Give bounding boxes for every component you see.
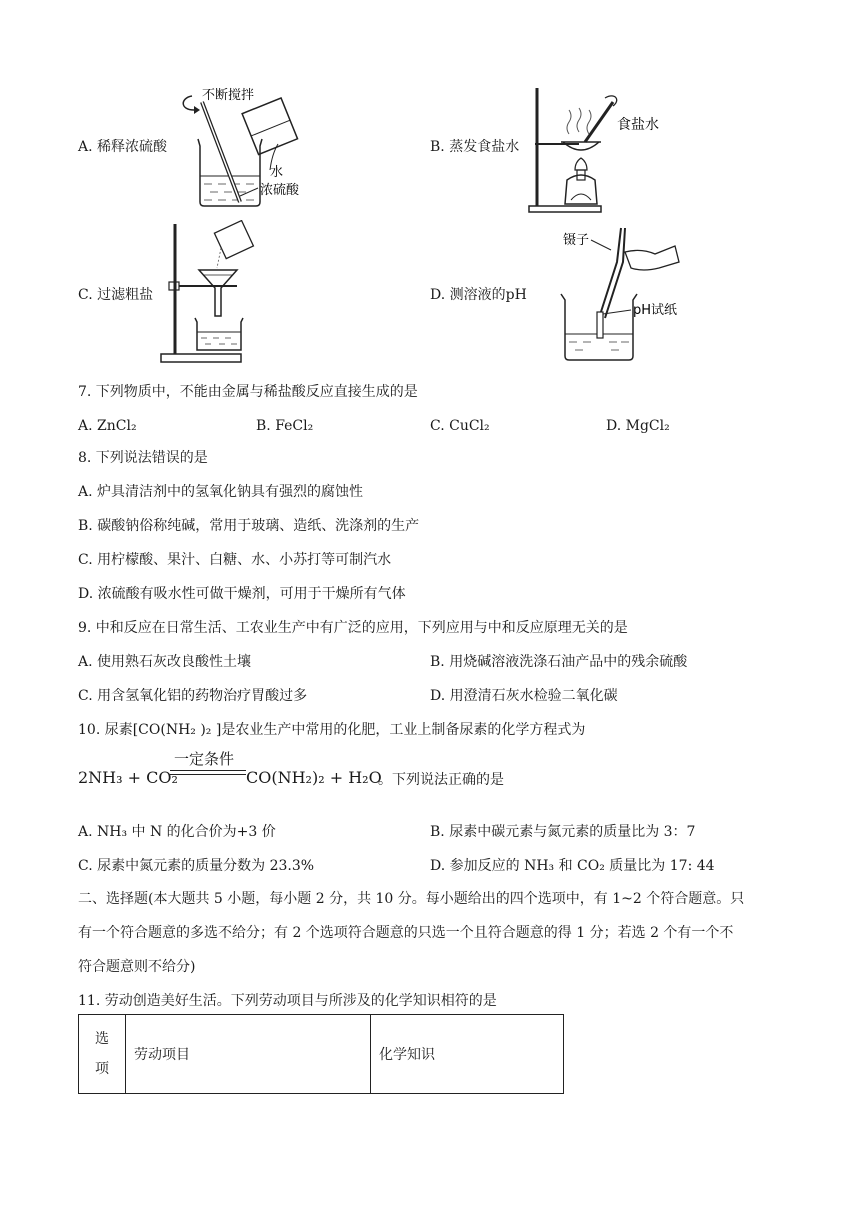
fig-label-salt-water: 食盐水	[617, 117, 659, 133]
table-header-labor-project: 劳动项目	[126, 1015, 371, 1094]
section2-instructions-line1: 二、选择题(本大题共 5 小题，每小题 2 分，共 10 分。每小题给出的四个选项中，有 1~2 个符合题意。只	[78, 891, 745, 907]
q11-table	[78, 1014, 564, 1094]
q10-option-d: D. 参加反应的 NH₃ 和 CO₂ 质量比为 17: 44	[430, 858, 715, 874]
q7-option-d: D. MgCl₂	[606, 418, 670, 434]
q8-option-b: B. 碳酸钠俗称纯碱，常用于玻璃、造纸、洗涤剂的生产	[78, 518, 420, 534]
equation-bar-bottom	[170, 774, 246, 775]
q6-option-d-label: D. 测溶液的pH	[430, 287, 527, 303]
q8-option-c: C. 用柠檬酸、果汁、白糖、水、小苏打等可制汽水	[78, 552, 392, 568]
fig-label-ph-paper: pH试纸	[633, 303, 678, 318]
section2-instructions-line3: 符合题意则不给分)	[78, 959, 196, 975]
q7-option-c: C. CuCl₂	[430, 418, 490, 434]
equation-products: CO(NH₂)₂ + H₂O	[246, 768, 382, 787]
figure-filter-crude-salt	[155, 220, 255, 366]
q9-option-c: C. 用含氢氧化铝的药物治疗胃酸过多	[78, 688, 308, 704]
section2-instructions-line2: 有一个符合题意的多选不给分；有 2 个选项符合题意的只选一个且符合题意的得 1 分；若选 2 个有一个不	[78, 925, 734, 941]
figure-dilute-sulfuric-acid	[170, 84, 340, 214]
q9-option-d: D. 用澄清石灰水检验二氧化碳	[430, 688, 618, 704]
q6-option-b-label: B. 蒸发食盐水	[430, 139, 520, 155]
q7-option-b: B. FeCl₂	[256, 418, 314, 434]
table-row	[79, 1015, 564, 1094]
chemical-equation	[78, 748, 598, 792]
equation-reactants: 2NH₃ + CO₂	[78, 768, 178, 787]
q9-option-a: A. 使用熟石灰改良酸性土壤	[78, 654, 252, 670]
q9-option-b: B. 用烧碱溶液洗涤石油产品中的残余硫酸	[430, 654, 688, 670]
q6-option-a-label: A. 稀释浓硫酸	[78, 139, 168, 155]
q7-option-a: A. ZnCl₂	[78, 418, 137, 434]
q8-stem: 8. 下列说法错误的是	[78, 450, 208, 466]
q9-stem: 9. 中和反应在日常生活、工农业生产中有广泛的应用，下列应用与中和反应原理无关的是	[78, 620, 628, 636]
q7-stem: 7. 下列物质中，不能由金属与稀盐酸反应直接生成的是	[78, 384, 418, 400]
figure-evaporate-salt-water	[525, 84, 705, 216]
q10-stem: 10. 尿素[CO(NH₂ )₂ ]是农业生产中常用的化肥，工业上制备尿素的化学方程式为	[78, 722, 586, 738]
q8-option-d: D. 浓硫酸有吸水性可做干燥剂，可用于干燥所有气体	[78, 586, 406, 602]
table-header-option-line1: 选	[95, 1031, 109, 1047]
q10-option-b: B. 尿素中碳元素与氮元素的质量比为 3：7	[430, 824, 696, 840]
equation-bar-top	[170, 770, 246, 771]
fig-label-stirring: 不断搅拌	[202, 88, 255, 103]
q6-option-c-label: C. 过滤粗盐	[78, 287, 154, 303]
table-header-chem-knowledge: 化学知识	[371, 1015, 564, 1094]
equation-condition: 一定条件	[174, 750, 235, 768]
q8-option-a: A. 炉具清洁剂中的氢氧化钠具有强烈的腐蚀性	[78, 484, 364, 500]
q11-stem: 11. 劳动创造美好生活。下列劳动项目与所涉及的化学知识相符的是	[78, 993, 497, 1009]
q10-option-c: C. 尿素中氮元素的质量分数为 23.3%	[78, 858, 315, 874]
q10-option-a: A. NH₃ 中 N 的化合价为+3 价	[78, 824, 276, 840]
fig-label-tweezers: 镊子	[563, 233, 590, 248]
equation-tail: 。下列说法正确的是	[378, 772, 504, 788]
figure-measure-ph	[555, 222, 705, 368]
table-header-option	[79, 1015, 126, 1094]
fig-label-water: 水	[270, 165, 284, 180]
fig-label-conc-acid: 浓硫酸	[260, 183, 300, 198]
table-header-option-line2: 项	[95, 1061, 109, 1077]
